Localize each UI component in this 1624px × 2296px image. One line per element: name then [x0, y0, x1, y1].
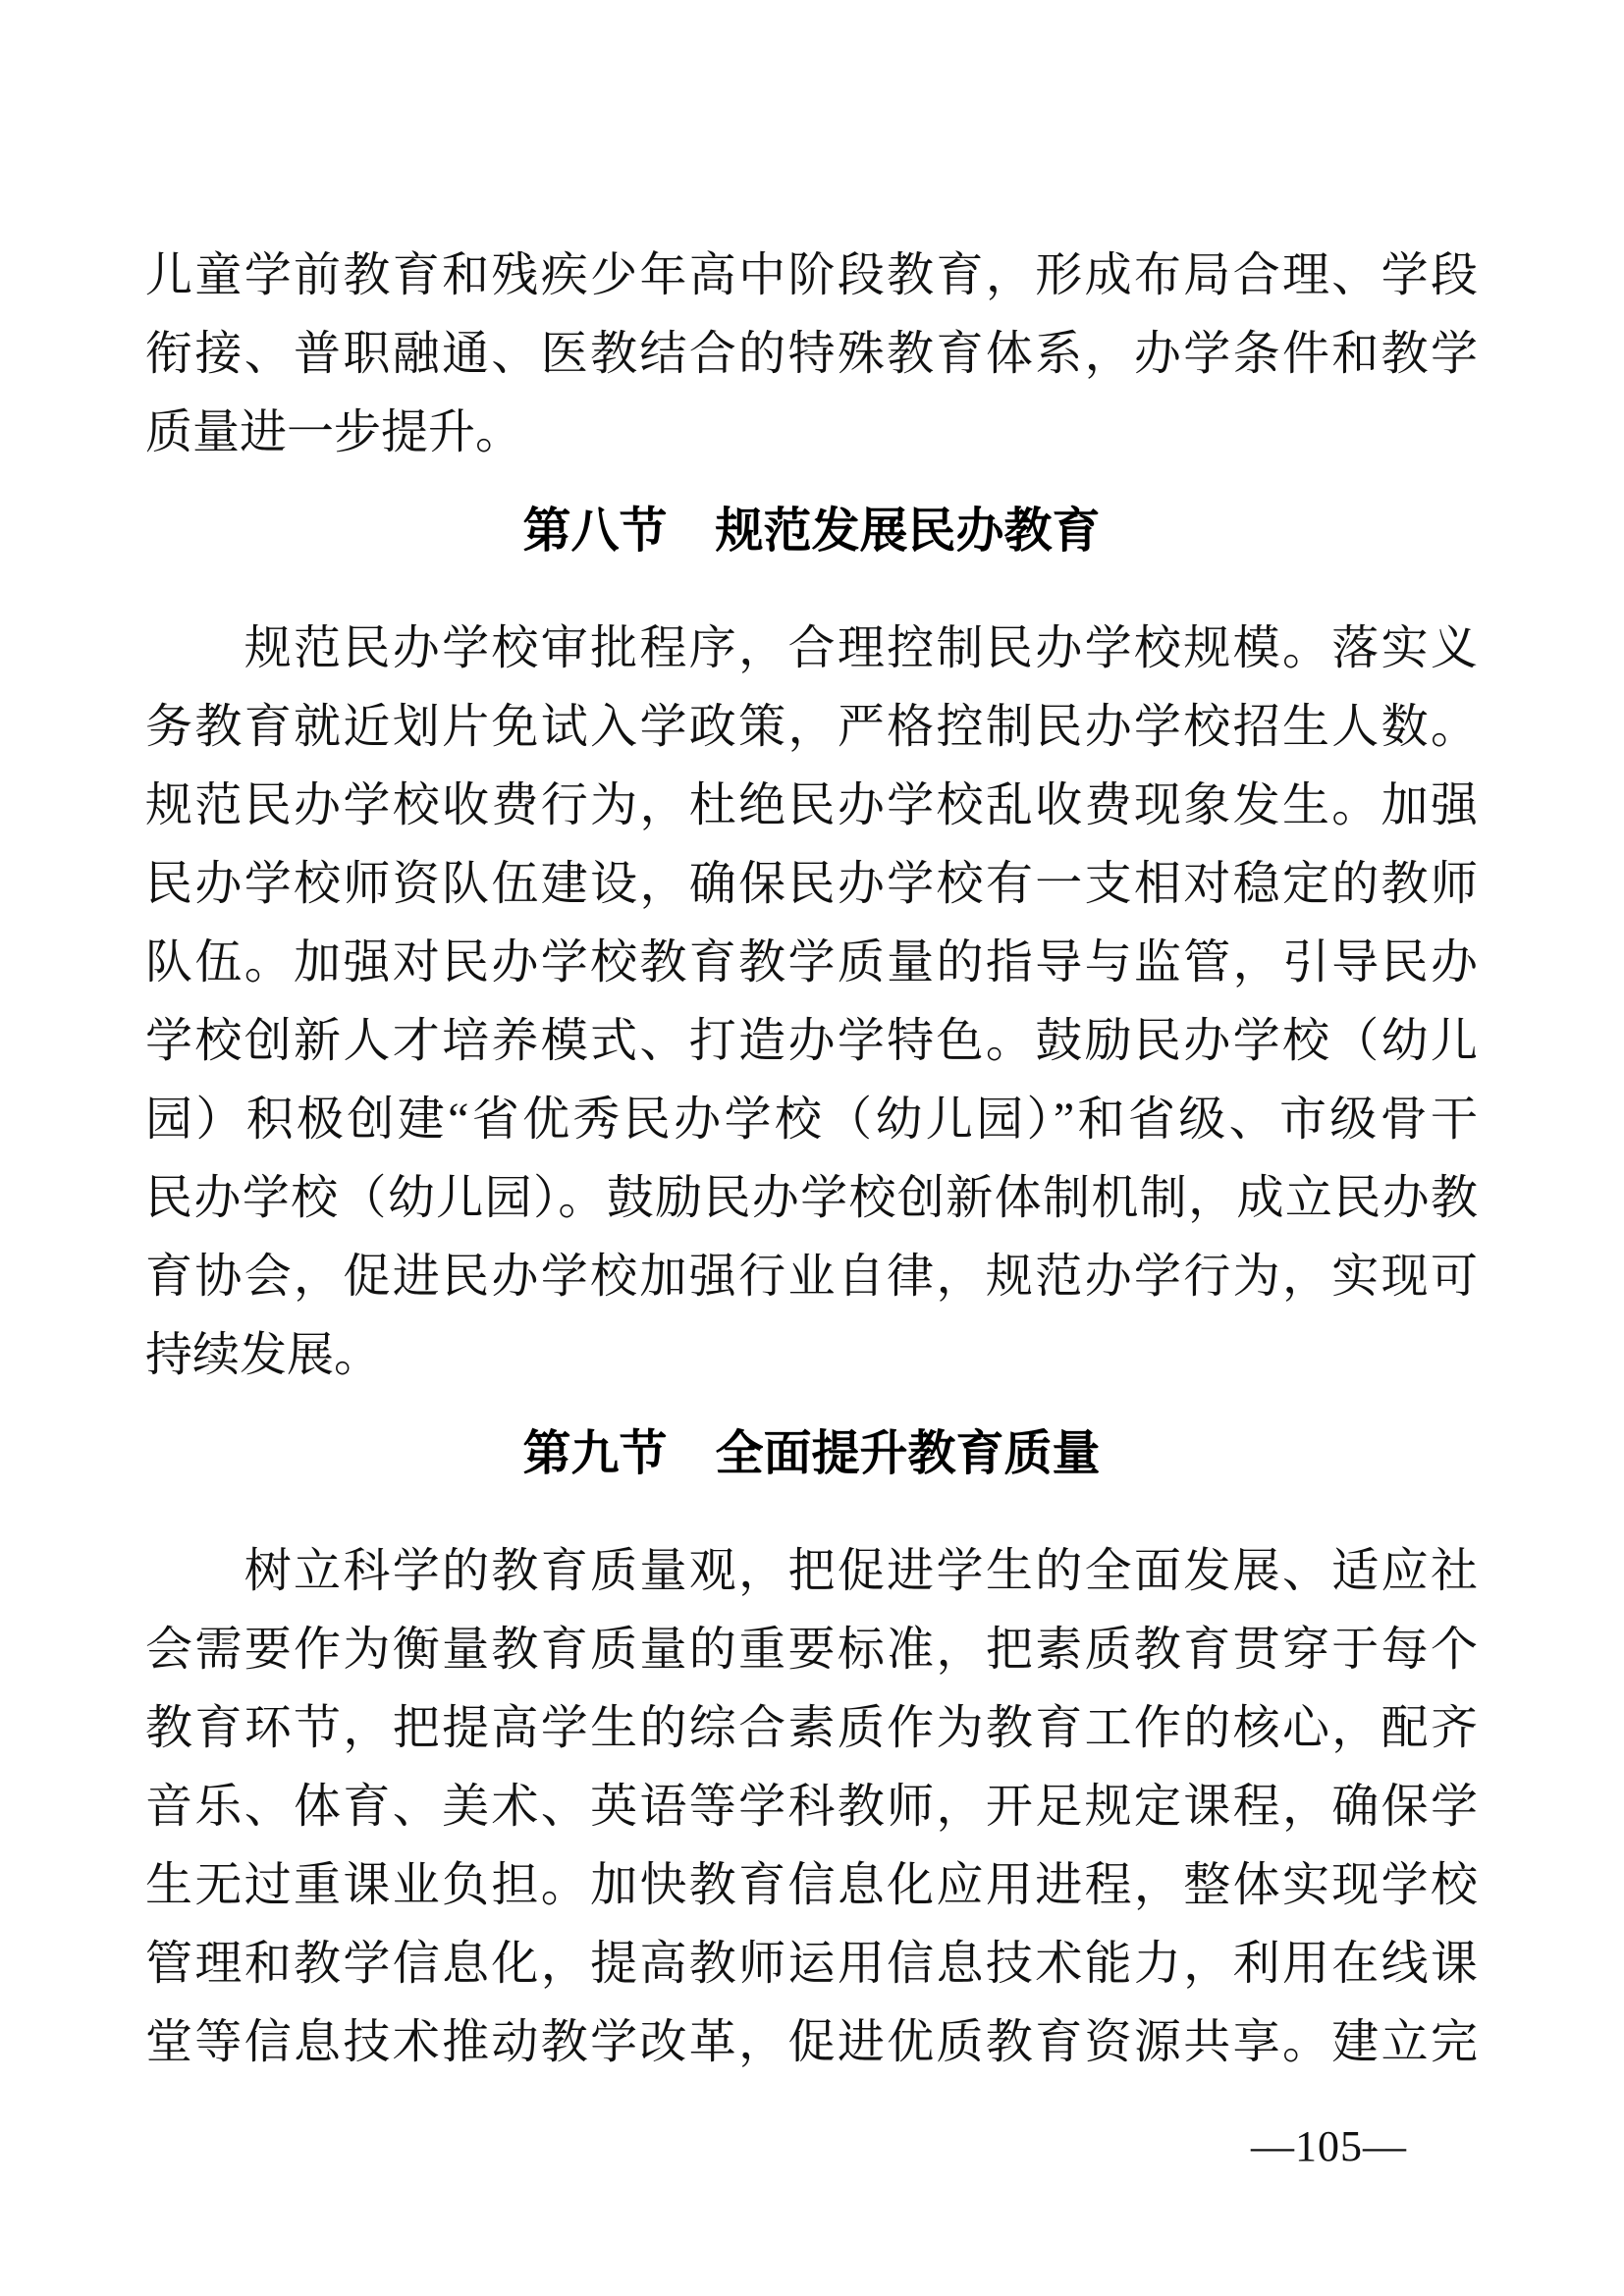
page-number: —105— — [1251, 2122, 1407, 2170]
paragraph-private-education — [145, 610, 1478, 1395]
text-line: 儿童学前教育和残疾少年高中阶段教育，形成布局合理、学段 — [145, 249, 1478, 301]
text-line: 规范民办学校审批程序，合理控制民办学校规模。落实义 — [145, 622, 1478, 674]
paragraph-education-quality — [145, 1532, 1478, 2082]
text-line: 衔接、普职融通、医教结合的特殊教育体系，办学条件和教学 — [145, 328, 1478, 380]
text-line: 民办学校师资队伍建设，确保民办学校有一支相对稳定的教师 — [145, 858, 1478, 910]
text-line: 持续发展。 — [145, 1329, 382, 1381]
section-heading-9: 第九节 全面提升教育质量 — [522, 1427, 1101, 1480]
text-line: 园）积极创建“省优秀民办学校（幼儿园）”和省级、市级骨干 — [145, 1094, 1478, 1146]
text-line: 会需要作为衡量教育质量的重要标准，把素质教育贯穿于每个 — [145, 1624, 1478, 1676]
section-heading-8: 第八节 规范发展民办教育 — [522, 505, 1101, 558]
text-line: 务教育就近划片免试入学政策，严格控制民办学校招生人数。 — [145, 701, 1478, 753]
text-line: 教育环节，把提高学生的综合素质作为教育工作的核心，配齐 — [145, 1702, 1478, 1754]
text-line: 堂等信息技术推动教学改革，促进优质教育资源共享。建立完 — [145, 2016, 1478, 2068]
text-line: 树立科学的教育质量观，把促进学生的全面发展、适应社 — [145, 1545, 1478, 1597]
text-line: 生无过重课业负担。加快教育信息化应用进程，整体实现学校 — [145, 1859, 1478, 1911]
text-line: 管理和教学信息化，提高教师运用信息技术能力，利用在线课 — [145, 1938, 1478, 1990]
paragraph-special-education-continuation — [145, 237, 1478, 472]
text-line: 质量进一步提升。 — [145, 406, 523, 458]
text-line: 育协会，促进民办学校加强行业自律，规范办学行为，实现可 — [145, 1251, 1478, 1303]
text-line: 学校创新人才培养模式、打造办学特色。鼓励民办学校（幼儿 — [145, 1015, 1478, 1067]
text-line: 民办学校（幼儿园）。鼓励民办学校创新体制机制，成立民办教 — [145, 1172, 1478, 1224]
text-line: 音乐、体育、美术、英语等学科教师，开足规定课程，确保学 — [145, 1781, 1478, 1833]
text-line: 队伍。加强对民办学校教育教学质量的指导与监管，引导民办 — [145, 936, 1478, 988]
text-line: 规范民办学校收费行为，杜绝民办学校乱收费现象发生。加强 — [145, 779, 1478, 831]
page-content — [145, 237, 1478, 2082]
